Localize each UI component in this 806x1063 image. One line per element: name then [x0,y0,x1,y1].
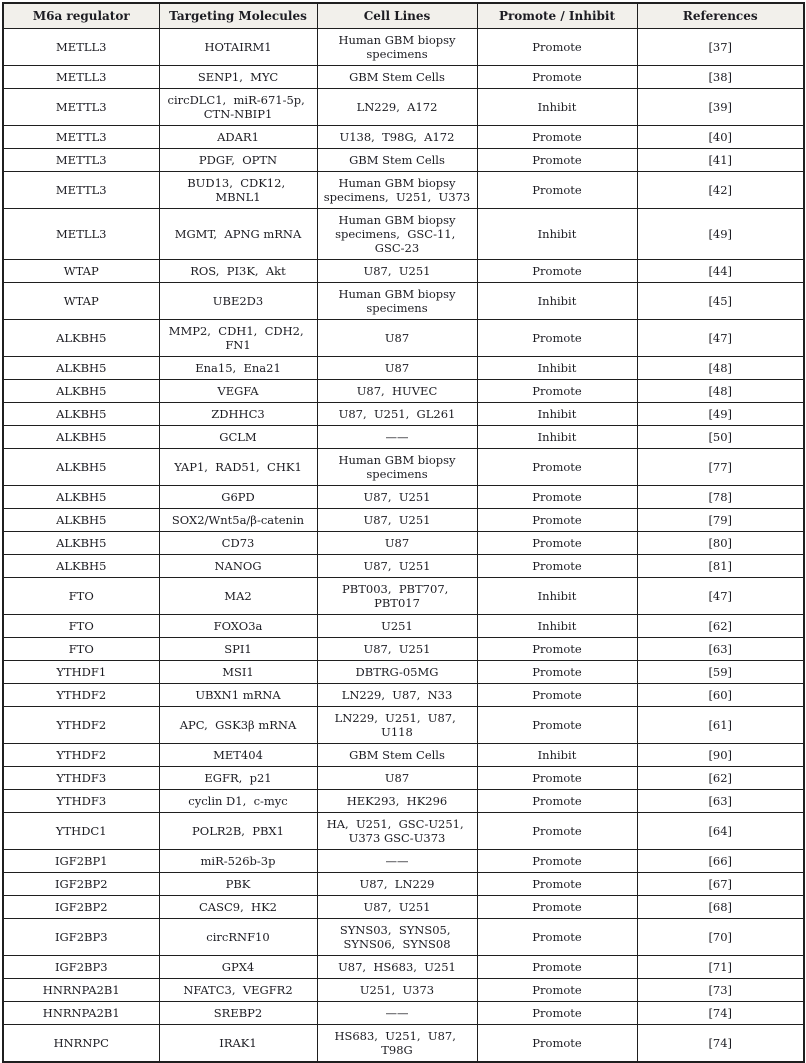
table-row [3,956,804,979]
cell-effect: Promote [477,638,637,661]
cell-reference: [60] [637,684,804,707]
cell-effect: Promote [477,149,637,172]
cell-effect: Promote [477,1025,637,1063]
cell-effect: Promote [477,172,637,209]
table-row [3,126,804,149]
cell-cell-lines: U87, U251, GL261 [317,403,477,426]
cell-regulator: METLL3 [3,29,159,66]
cell-reference: [50] [637,426,804,449]
table-row [3,767,804,790]
cell-reference: [62] [637,615,804,638]
cell-regulator: FTO [3,578,159,615]
cell-targeting-molecules: circDLC1, miR-671-5p, CTN-NBIP1 [159,89,317,126]
table-row [3,449,804,486]
cell-effect: Promote [477,873,637,896]
cell-effect: Inhibit [477,615,637,638]
cell-targeting-molecules: MGMT, APNG mRNA [159,209,317,260]
column-header-cell-lines: Cell Lines [317,3,477,29]
cell-regulator: METTL3 [3,89,159,126]
cell-regulator: ALKBH5 [3,532,159,555]
cell-reference: [78] [637,486,804,509]
cell-targeting-molecules: GCLM [159,426,317,449]
cell-effect: Promote [477,126,637,149]
table-row [3,283,804,320]
m6a-regulators-table [2,2,805,1063]
table-row [3,684,804,707]
cell-cell-lines: GBM Stem Cells [317,66,477,89]
cell-targeting-molecules: EGFR, p21 [159,767,317,790]
cell-reference: [37] [637,29,804,66]
cell-reference: [70] [637,919,804,956]
cell-effect: Promote [477,956,637,979]
cell-cell-lines: U87, LN229 [317,873,477,896]
cell-regulator: METTL3 [3,126,159,149]
cell-regulator: METLL3 [3,209,159,260]
cell-effect: Promote [477,260,637,283]
cell-regulator: YTHDC1 [3,813,159,850]
cell-targeting-molecules: CD73 [159,532,317,555]
cell-targeting-molecules: cyclin D1, c-myc [159,790,317,813]
table-row [3,172,804,209]
cell-cell-lines: U87, U251 [317,638,477,661]
cell-cell-lines: Human GBM biopsy specimens [317,449,477,486]
cell-reference: [90] [637,744,804,767]
table-row [3,403,804,426]
cell-targeting-molecules: SENP1, MYC [159,66,317,89]
cell-effect: Promote [477,707,637,744]
cell-cell-lines: U87 [317,767,477,790]
cell-regulator: HNRNPC [3,1025,159,1063]
table-row [3,357,804,380]
cell-cell-lines: Human GBM biopsy specimens, U251, U373 [317,172,477,209]
cell-effect: Promote [477,850,637,873]
cell-regulator: METTL3 [3,149,159,172]
cell-regulator: HNRNPA2B1 [3,1002,159,1025]
table-row [3,578,804,615]
cell-effect: Promote [477,555,637,578]
table-row [3,29,804,66]
cell-effect: Promote [477,813,637,850]
cell-targeting-molecules: ADAR1 [159,126,317,149]
cell-regulator: YTHDF3 [3,790,159,813]
table-row [3,707,804,744]
cell-cell-lines: U87 [317,532,477,555]
cell-reference: [79] [637,509,804,532]
table-row [3,149,804,172]
table-row [3,790,804,813]
cell-targeting-molecules: APC, GSK3β mRNA [159,707,317,744]
cell-cell-lines: Human GBM biopsy specimens, GSC-11, GSC-23 [317,209,477,260]
cell-regulator: YTHDF1 [3,661,159,684]
cell-reference: [59] [637,661,804,684]
cell-effect: Inhibit [477,89,637,126]
column-header-effect: Promote / Inhibit [477,3,637,29]
cell-cell-lines: U87, U251 [317,260,477,283]
cell-reference: [42] [637,172,804,209]
cell-cell-lines: U87, HS683, U251 [317,956,477,979]
cell-cell-lines: LN229, A172 [317,89,477,126]
cell-targeting-molecules: FOXO3a [159,615,317,638]
cell-effect: Promote [477,896,637,919]
cell-targeting-molecules: MET404 [159,744,317,767]
table-row [3,555,804,578]
table-row [3,380,804,403]
cell-effect: Promote [477,66,637,89]
cell-targeting-molecules: circRNF10 [159,919,317,956]
cell-cell-lines: PBT003, PBT707, PBT017 [317,578,477,615]
cell-regulator: WTAP [3,260,159,283]
table-row [3,486,804,509]
table-row [3,1002,804,1025]
cell-cell-lines: U251 [317,615,477,638]
table-row [3,873,804,896]
cell-effect: Inhibit [477,209,637,260]
cell-reference: [62] [637,767,804,790]
table-row [3,661,804,684]
cell-regulator: ALKBH5 [3,555,159,578]
column-header-targeting-molecules: Targeting Molecules [159,3,317,29]
cell-regulator: METLL3 [3,66,159,89]
cell-targeting-molecules: ZDHHC3 [159,403,317,426]
cell-reference: [41] [637,149,804,172]
cell-cell-lines: LN229, U87, N33 [317,684,477,707]
cell-effect: Inhibit [477,426,637,449]
cell-regulator: WTAP [3,283,159,320]
cell-effect: Inhibit [477,283,637,320]
cell-reference: [38] [637,66,804,89]
table-body [3,29,804,1063]
cell-regulator: HNRNPA2B1 [3,979,159,1002]
cell-targeting-molecules: MMP2, CDH1, CDH2, FN1 [159,320,317,357]
column-header-regulator: M6a regulator [3,3,159,29]
table-row [3,320,804,357]
cell-reference: [44] [637,260,804,283]
cell-targeting-molecules: UBXN1 mRNA [159,684,317,707]
cell-cell-lines: Human GBM biopsy specimens [317,29,477,66]
cell-targeting-molecules: NFATC3, VEGFR2 [159,979,317,1002]
table-row [3,66,804,89]
cell-reference: [61] [637,707,804,744]
cell-effect: Promote [477,919,637,956]
cell-reference: [45] [637,283,804,320]
cell-reference: [74] [637,1025,804,1063]
table-row [3,426,804,449]
table-row [3,615,804,638]
cell-reference: [47] [637,578,804,615]
cell-regulator: ALKBH5 [3,426,159,449]
cell-regulator: YTHDF2 [3,707,159,744]
cell-cell-lines: SYNS03, SYNS05, SYNS06, SYNS08 [317,919,477,956]
cell-reference: [63] [637,790,804,813]
cell-targeting-molecules: SOX2/Wnt5a/β-catenin [159,509,317,532]
cell-targeting-molecules: SREBP2 [159,1002,317,1025]
cell-reference: [66] [637,850,804,873]
cell-cell-lines: U251, U373 [317,979,477,1002]
cell-reference: [80] [637,532,804,555]
cell-regulator: ALKBH5 [3,320,159,357]
cell-reference: [40] [637,126,804,149]
table-row [3,638,804,661]
cell-cell-lines: GBM Stem Cells [317,149,477,172]
cell-regulator: IGF2BP3 [3,956,159,979]
cell-effect: Promote [477,449,637,486]
cell-targeting-molecules: UBE2D3 [159,283,317,320]
cell-targeting-molecules: SPI1 [159,638,317,661]
cell-cell-lines: —— [317,850,477,873]
cell-effect: Promote [477,509,637,532]
cell-regulator: IGF2BP2 [3,896,159,919]
cell-targeting-molecules: BUD13, CDK12, MBNL1 [159,172,317,209]
table-row [3,896,804,919]
cell-cell-lines: Human GBM biopsy specimens [317,283,477,320]
cell-regulator: FTO [3,638,159,661]
cell-targeting-molecules: PDGF, OPTN [159,149,317,172]
cell-regulator: METTL3 [3,172,159,209]
cell-regulator: FTO [3,615,159,638]
cell-targeting-molecules: NANOG [159,555,317,578]
table-row [3,850,804,873]
cell-cell-lines: LN229, U251, U87, U118 [317,707,477,744]
cell-targeting-molecules: VEGFA [159,380,317,403]
cell-regulator: IGF2BP1 [3,850,159,873]
cell-regulator: YTHDF2 [3,684,159,707]
cell-regulator: ALKBH5 [3,380,159,403]
cell-cell-lines: U87, U251 [317,555,477,578]
cell-regulator: ALKBH5 [3,509,159,532]
table-row [3,532,804,555]
cell-targeting-molecules: MSI1 [159,661,317,684]
cell-targeting-molecules: GPX4 [159,956,317,979]
cell-reference: [39] [637,89,804,126]
header-row [3,3,804,29]
cell-cell-lines: —— [317,1002,477,1025]
cell-effect: Promote [477,790,637,813]
cell-targeting-molecules: miR-526b-3p [159,850,317,873]
table-header [3,3,804,29]
table-row [3,509,804,532]
cell-effect: Inhibit [477,578,637,615]
cell-cell-lines: GBM Stem Cells [317,744,477,767]
cell-targeting-molecules: YAP1, RAD51, CHK1 [159,449,317,486]
cell-effect: Promote [477,684,637,707]
cell-effect: Promote [477,979,637,1002]
cell-reference: [81] [637,555,804,578]
cell-targeting-molecules: PBK [159,873,317,896]
cell-effect: Promote [477,320,637,357]
cell-cell-lines: U87, U251 [317,509,477,532]
cell-reference: [73] [637,979,804,1002]
cell-regulator: ALKBH5 [3,486,159,509]
cell-reference: [47] [637,320,804,357]
cell-cell-lines: U87, U251 [317,486,477,509]
cell-effect: Promote [477,486,637,509]
table-row [3,813,804,850]
cell-targeting-molecules: HOTAIRM1 [159,29,317,66]
cell-reference: [77] [637,449,804,486]
cell-effect: Promote [477,29,637,66]
cell-regulator: ALKBH5 [3,449,159,486]
cell-regulator: YTHDF3 [3,767,159,790]
cell-regulator: IGF2BP3 [3,919,159,956]
table-row [3,260,804,283]
cell-cell-lines: U138, T98G, A172 [317,126,477,149]
cell-cell-lines: U87 [317,320,477,357]
cell-reference: [71] [637,956,804,979]
cell-cell-lines: —— [317,426,477,449]
cell-reference: [67] [637,873,804,896]
cell-regulator: YTHDF2 [3,744,159,767]
table-row [3,1025,804,1063]
cell-reference: [64] [637,813,804,850]
cell-reference: [48] [637,357,804,380]
table-row [3,744,804,767]
cell-effect: Promote [477,661,637,684]
cell-cell-lines: U87 [317,357,477,380]
cell-cell-lines: U87, HUVEC [317,380,477,403]
cell-cell-lines: HS683, U251, U87, T98G [317,1025,477,1063]
cell-reference: [74] [637,1002,804,1025]
table-row [3,979,804,1002]
cell-targeting-molecules: CASC9, HK2 [159,896,317,919]
cell-targeting-molecules: IRAK1 [159,1025,317,1063]
cell-reference: [48] [637,380,804,403]
cell-effect: Promote [477,380,637,403]
cell-effect: Inhibit [477,357,637,380]
cell-targeting-molecules: MA2 [159,578,317,615]
cell-effect: Inhibit [477,744,637,767]
cell-effect: Promote [477,767,637,790]
table-row [3,209,804,260]
cell-cell-lines: U87, U251 [317,896,477,919]
cell-targeting-molecules: Ena15, Ena21 [159,357,317,380]
cell-targeting-molecules: POLR2B, PBX1 [159,813,317,850]
cell-targeting-molecules: ROS, PI3K, Akt [159,260,317,283]
cell-targeting-molecules: G6PD [159,486,317,509]
cell-reference: [63] [637,638,804,661]
table-row [3,919,804,956]
cell-reference: [68] [637,896,804,919]
cell-regulator: ALKBH5 [3,357,159,380]
cell-cell-lines: HA, U251, GSC-U251, U373 GSC-U373 [317,813,477,850]
cell-cell-lines: HEK293, HK296 [317,790,477,813]
column-header-references: References [637,3,804,29]
cell-reference: [49] [637,209,804,260]
cell-effect: Promote [477,532,637,555]
cell-regulator: ALKBH5 [3,403,159,426]
cell-reference: [49] [637,403,804,426]
cell-cell-lines: DBTRG-05MG [317,661,477,684]
table-row [3,89,804,126]
cell-regulator: IGF2BP2 [3,873,159,896]
cell-effect: Inhibit [477,403,637,426]
cell-effect: Promote [477,1002,637,1025]
